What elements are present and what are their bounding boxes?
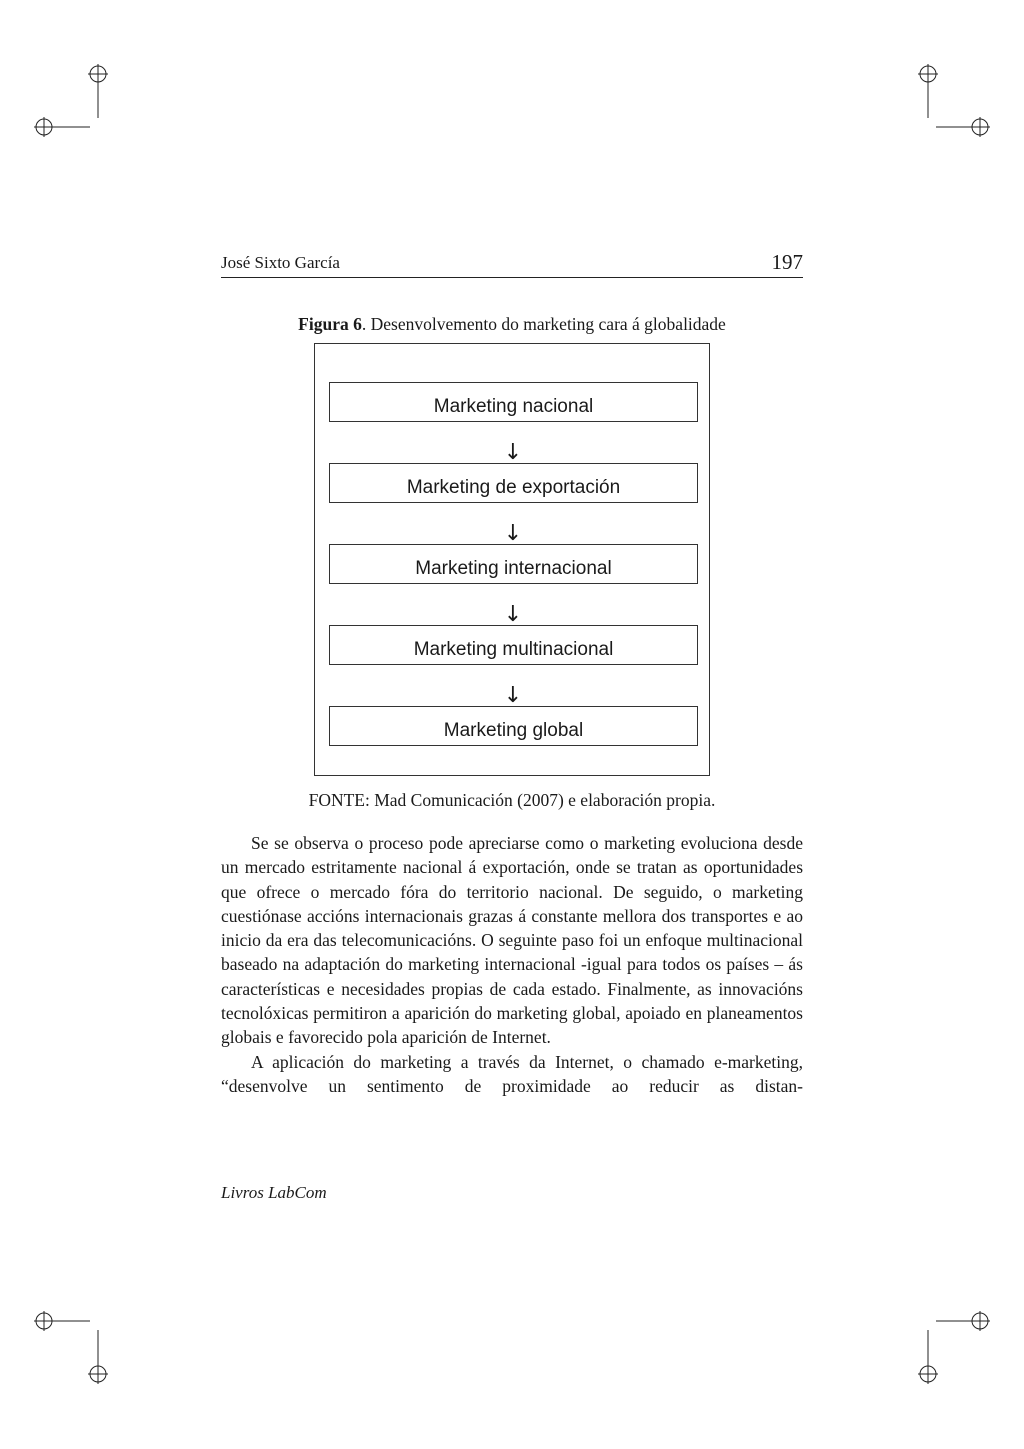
- footer-publisher: Livros LabCom: [221, 1183, 327, 1202]
- down-arrow-icon: ↓: [503, 521, 523, 546]
- stage-box: Marketing de exportación: [329, 463, 698, 503]
- stage-box: Marketing multinacional: [329, 625, 698, 665]
- crop-mark-bottom-right: [914, 1308, 994, 1388]
- down-arrow-icon: ↓: [503, 683, 523, 708]
- crop-mark-top-left: [30, 60, 110, 140]
- paragraph: Se se observa o proceso pode apreciarse como o marketing evoluciona desde un mercado estritamente nacional á exportación, onde se tratan as oportunidades que ofrece o mercado fóra do territorio nacional. De seguido, o marketing cuestiónase accións internacionais grazas á constante mellora dos transportes e ao inicio da era das telecomunicacións. O seguinte paso foi un enfoque multinacional baseado na adaptación do marketing internacional -igual para todos os países – ás características e necesidades propias de cada estado. Finalmente, as innovacións tecnolóxicas permitiron a aparición do marketing global, apoiado en planeamentos globais e favorecido pola aparición de Internet.: [221, 833, 803, 1048]
- header-author: José Sixto García: [221, 253, 340, 272]
- figure-label: Figura 6: [298, 314, 362, 334]
- figure-caption: [221, 314, 803, 335]
- figure-caption-text: . Desenvolvemento do marketing cara á globalidade: [361, 314, 726, 334]
- marketing-flow-diagram: [314, 343, 710, 776]
- paragraph: A aplicación do marketing a través da Internet, o chamado e-marketing, “desenvolve un sentimento de proximidade ao reducir as distan-: [221, 1051, 803, 1096]
- stage-box: Marketing internacional: [329, 544, 698, 584]
- stage-box: Marketing global: [329, 706, 698, 746]
- crop-mark-bottom-left: [30, 1308, 110, 1388]
- down-arrow-icon: ↓: [503, 602, 523, 627]
- body-text: [221, 831, 803, 1098]
- page-number: 197: [771, 250, 803, 274]
- stage-box: Marketing nacional: [329, 382, 698, 422]
- running-header: [221, 251, 803, 278]
- figure-source: FONTE: Mad Comunicación (2007) e elaboración propia.: [308, 790, 716, 810]
- down-arrow-icon: ↓: [503, 440, 523, 465]
- crop-mark-top-right: [914, 60, 994, 140]
